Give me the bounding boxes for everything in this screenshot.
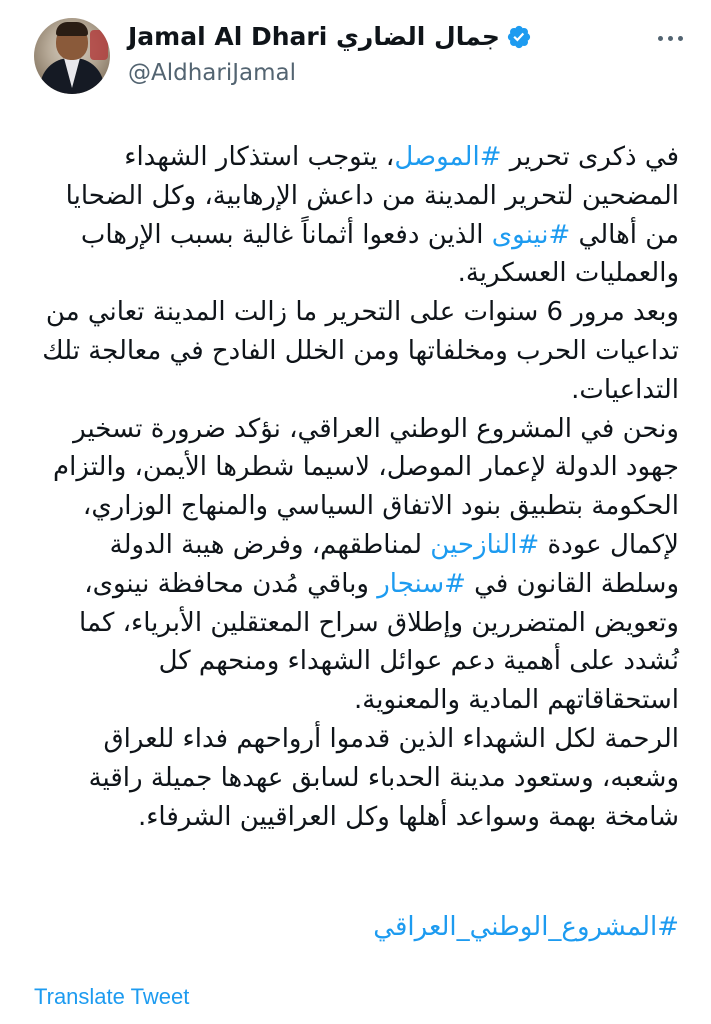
closing-hashtag-row bbox=[34, 908, 679, 946]
hashtag-link-sinjar[interactable]: #سنجار bbox=[377, 568, 466, 599]
tweet-paragraph-4: الرحمة لكل الشهداء الذين قدموا أرواحهم فداء للعراق وشعبه، وستعود مدينة الحدباء لسابق عهدها جميلة راقية شامخة بهمة وسواعد أهلها وكل العراقيين الشرفاء. bbox=[88, 723, 679, 832]
text-segment: وباقي مُدن محافظة نينوى، وتعويض المتضررين وإطلاق سراح المعتقلين الأبرياء، كما نُشدد على أهمية دعم عوائل الشهداء ومنحهم كل استحقاقاتهم المادية والمعنوية. bbox=[79, 568, 679, 716]
hashtag-link-nineveh[interactable]: #نينوى bbox=[491, 219, 571, 250]
tweet-paragraph-2: وبعد مرور 6 سنوات على التحرير ما زالت المدينة تعاني من تداعيات الحرب ومخلفاتها ومن الخلل الفادح في معالجة تلك التداعيات. bbox=[42, 297, 679, 405]
hashtag-link-displaced[interactable]: #النازحين bbox=[430, 529, 540, 560]
text-segment: الذين دفعوا أثماناً غالية بسبب الإرهاب والعمليات العسكرية. bbox=[80, 219, 679, 289]
hashtag-link-project[interactable]: #المشروع_الوطني_العراقي bbox=[373, 912, 679, 942]
translate-tweet-link[interactable]: Translate Tweet bbox=[34, 984, 190, 1009]
hashtag-link-mosul[interactable]: #الموصل bbox=[394, 142, 502, 172]
more-dot bbox=[668, 36, 673, 41]
author-display-name[interactable]: Jamal Al Dhari جمال الضاري bbox=[128, 22, 500, 51]
tweet-paragraph-1 bbox=[34, 138, 679, 293]
text-segment: لمناطقهم، وفرض هيبة الدولة وسلطة القانون في bbox=[109, 529, 679, 599]
text-segment: ونحن في المشروع الوطني العراقي، نؤكد ضرورة تسخير جهود الدولة لإعمار الموصل، لاسيما شطرها الأيمن، والتزام الحكومة بتطبيق بنود الاتفاق السياسي والمنهاج الوزاري، لإكمال عودة bbox=[53, 413, 679, 560]
more-dot bbox=[678, 36, 683, 41]
author-name-row[interactable] bbox=[128, 22, 532, 51]
tweet-text bbox=[34, 138, 679, 836]
avatar-background-accent bbox=[90, 30, 108, 60]
avatar[interactable] bbox=[34, 18, 110, 94]
verified-badge-icon bbox=[506, 24, 532, 50]
text-segment: في ذكرى تحرير bbox=[501, 142, 679, 172]
author-handle[interactable]: @AldhariJamal bbox=[128, 60, 297, 86]
avatar-hair-shape bbox=[56, 22, 88, 36]
tweet-paragraph-3 bbox=[34, 410, 679, 720]
more-dot bbox=[658, 36, 663, 41]
tweet-header bbox=[34, 18, 684, 90]
more-options-icon[interactable] bbox=[650, 24, 690, 52]
text-segment: ، يتوجب استذكار الشهداء المضحين لتحرير المدينة من داعش الإرهابية، وكل الضحايا من أهالي bbox=[65, 142, 679, 250]
